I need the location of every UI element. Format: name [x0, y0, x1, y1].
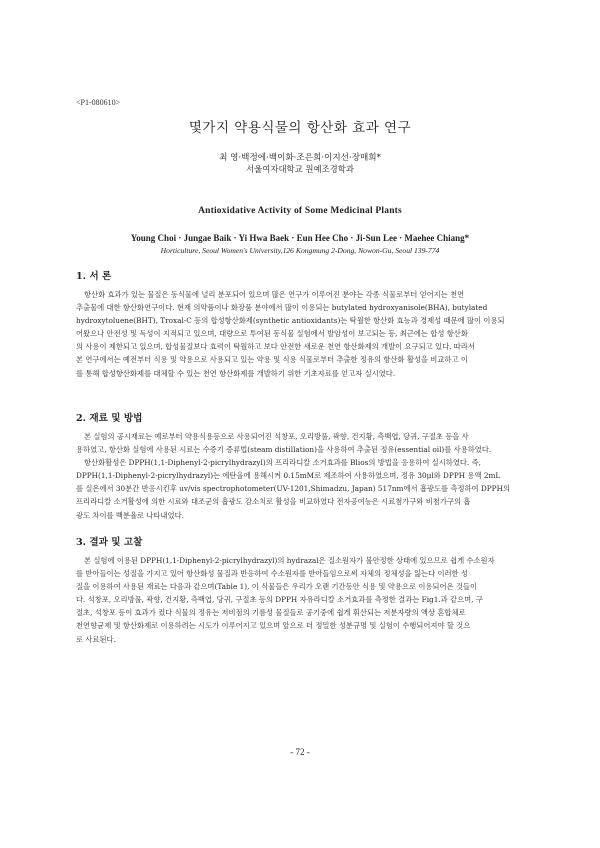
title-english: Antioxidative Activity of Some Medicinal Plants: [198, 206, 402, 216]
title-korean: 몇가지 약용식물의 항산화 효과 연구: [188, 120, 412, 136]
paragraph-line: 로 사료된다.: [76, 634, 116, 644]
authors-english: Young Choi · Jungae Baik · Yi Hwa Baek · Eun Hee Cho · Ji-Sun Lee · Maehee Chiang*: [130, 233, 470, 243]
paragraph-line: 항산화 효과가 있는 물질은 동식물에 널리 분포되어 있으며 많은 연구가 이루어진 분야는 각종 식물로부터 얻어지는 천연: [84, 290, 465, 299]
paragraph-line: 를 통해 합성항산화제를 대체할 수 있는 천연 항산화제를 개발하기 위한 기초자료를 얻고자 실시였다.: [76, 368, 396, 378]
paragraph-line: 항산화활성은 DPPH(1,1-Diphenyl-2-picrylhydrazyl)의 프리라디칼 소거효과를 Blios의 방법을 응용하여 실시하였다. 즉,: [84, 458, 481, 468]
paragraph-line: 다. 석창포, 오리방풀, 곽향, 건지황, 측백엽, 당귀, 구절초 등의 DPPH 자유라디칼 소거효과를 측정한 결과는 Fig1.과 같으며, 구: [76, 595, 483, 605]
authors-korean: 최 영·백정에·백이화·조은희·이지선·장매희*: [219, 153, 381, 163]
paragraph-line: 어왔으나 안전성 및 독성이 지적되고 있으며, 대량으로 투여된 동식물 실험에서 발암성이 보고되는 등, 최근에는 합성 항산화: [76, 329, 468, 339]
paragraph-line: 프리라디칼 소거활성에 의한 시료와 대조군의 흡광도 감소치로 활성을 비교하였다 전자공여능은 시료첨가구와 비첨가구의 흡: [76, 497, 471, 507]
paragraph-line: 본 연구에서는 예전부터 식용 및 약용으로 사용되고 있는 약용 및 식용 식물로부터 추출한 정유의 항산화 활성을 비교하고 이: [76, 355, 468, 365]
paragraph-line: 를 실온에서 30분간 반응시킨후 uv/vis spectrophotometer(UV-1201,Shimadzu, Japan) 517nm에서 흡광도를 측정하여 DPPH의: [76, 484, 510, 494]
paragraph-line: 본 실험의 공시재료는 예로부터 약용식용등으로 사용되어진 석창포, 오리방풀, 곽향, 건지황, 측백엽, 당귀, 구절초 등을 사: [84, 432, 469, 441]
section-heading-introduction: 1. 서 론: [76, 271, 112, 282]
abstract-code: <P1-080610>: [76, 98, 121, 107]
paragraph-line: 를 받아들이는 성질을 가지고 있어 항산화성 물질과 반응하여 수소원자를 받아들임으로써 자체의 정체성을 잃는다 이러한 성: [76, 569, 468, 579]
section-body-methods: [76, 430, 524, 522]
section-heading-methods: 2. 재료 및 방법: [76, 413, 143, 424]
paragraph-line: 절초, 석창포 등이 효과가 컸다 식물의 정유는 저비점의 기름성 물질들로 공기중에 쉽게 휘산되는 저분자량의 액상 혼합체로: [76, 608, 466, 618]
paragraph-line: hydroxytoluene(BHT), Troxal-C 등의 합성항산화제(synthetic antioxidants)는 탁월한 항산화 효능과 경제성 때문에 많이 이용되: [76, 316, 505, 326]
paragraph-line: 질을 이용하여 사용된 재료는 다음과 같으며(Table 1), 이 식물들은 우리가 오랜 기간동안 식용 및 약용으로 이용되어온 것들이: [76, 582, 478, 592]
section-body-introduction: [76, 288, 524, 380]
section-body-results: [76, 554, 524, 646]
paragraph-line: 광도 차이를 백분율로 나타내었다.: [76, 510, 184, 520]
paragraph-line: 의 사용이 제한되고 있으며, 합성물질보다 효력이 탁월하고 보다 안전한 새로운 천연 항산화제의 개발이 요구되고 있다. 따라서: [76, 342, 475, 352]
paragraph-line: 본 실험에 이용된 DPPH(1,1-Diphenyl-2-picrylhydrazyl)의 hydrazal은 질소원자가 불안정한 상태에 있으므로 쉽게 수소원자: [84, 556, 495, 565]
paragraph-line: DPPH(1,1-Diphenyl-2-picrylhydrazyl)는 에탄올에 용해시켜 0.15mM로 제조하여 사용하였으며, 정유 30μl와 DPPH 용액 2mL: [76, 471, 501, 481]
section-heading-results: 3. 결과 및 고찰: [76, 537, 143, 548]
paragraph-line: 천연향균제 및 항산화제로 이용하려는 시도가 이루어지고 있으며 앞으로 더 정밀한 성분규명 및 실험이 수행되어져야 할 것으: [76, 621, 471, 631]
affiliation-english: Horticulture, Seoul Women's University,126 Kongmung 2-Dong, Nowon-Gu, Seoul 139-774: [160, 246, 440, 255]
paragraph-line: 추출물에 대한 항산화연구이다. 현재 의약품이나 화장품 분야에서 많이 이용되는 butylated hydroxyanisole(BHA), butylated: [76, 303, 488, 313]
page-number: - 72 -: [290, 747, 310, 757]
affiliation-korean: 서울여자대학교 원예조경학과: [246, 164, 354, 174]
paragraph-line: 용하였고, 항산화 실험에 사용된 시료는 수증기 증류법(steam distillation)을 사용하여 추출된 정유(essential oil)를 사용하였다.: [76, 445, 492, 455]
